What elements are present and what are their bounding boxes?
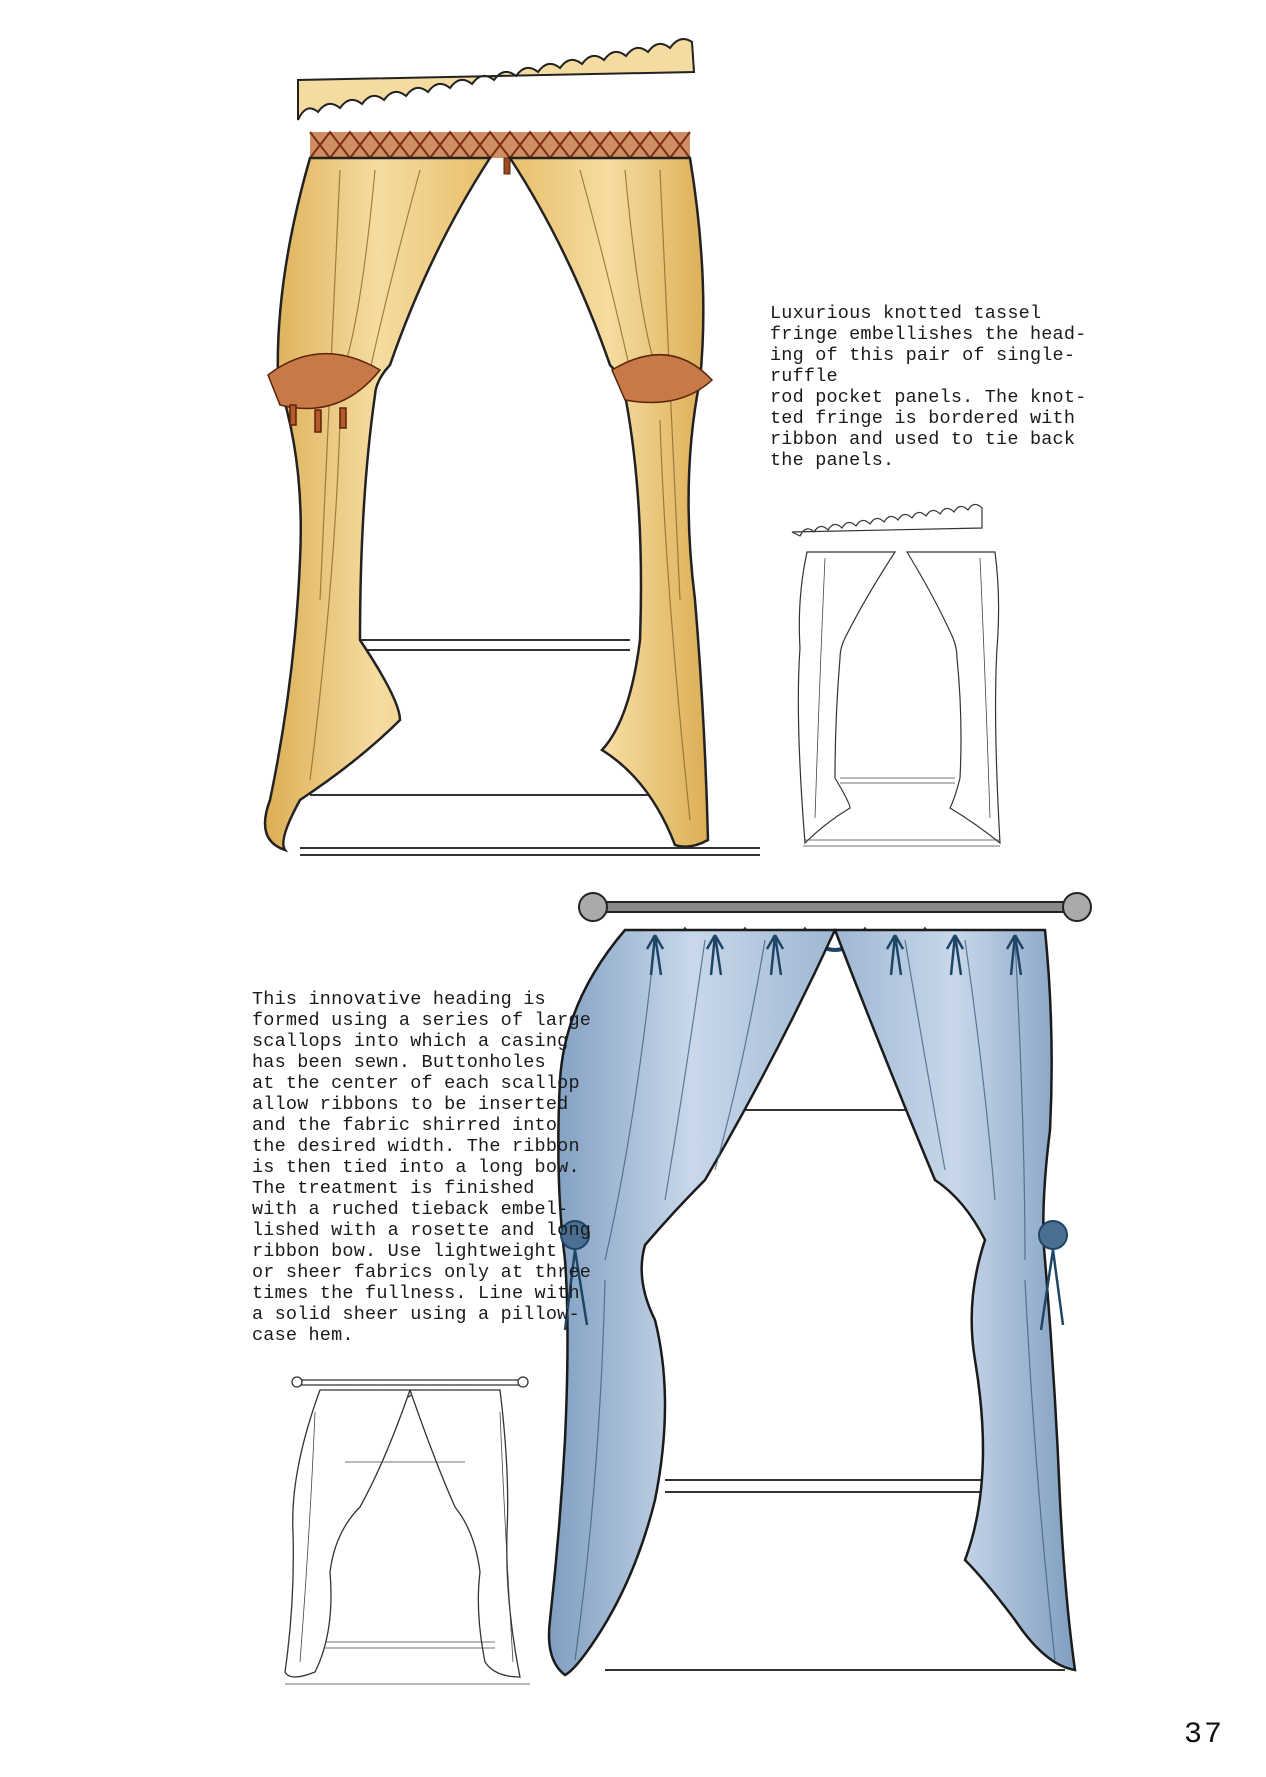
small-outline-curtain-bottom (285, 1372, 540, 1692)
right-blue-panel (835, 930, 1075, 1670)
page-number: 37 (1183, 1718, 1224, 1752)
caption-knotted-tassel: Luxurious knotted tassel fringe embellishes the head- ing of this pair of single- ruffle rod pocket panels. The knot- ted fringe is bordered with ribbon and used to tie back the panels. (770, 302, 1087, 471)
gold-curtain-illustration (280, 80, 760, 860)
right-panel (510, 158, 708, 847)
ruffle-heading (298, 39, 694, 120)
left-panel (265, 158, 490, 850)
caption-scallop-heading: This innovative heading is formed using a series of large scallops into which a casing has been sewn. Buttonholes at the center of each scallop allow ribbons to be inserted and the fabric shirred into the desired width. The ribbon is then tied into a long bow. The treatment is finished with a ruched tieback embel- lished with a rosette and long ribbon bow. Use lightweight or sheer fabrics only at three times the fullness. Line with a solid sheer using a pillow- case hem. (252, 988, 592, 1346)
small-outline-curtain-top (795, 518, 1005, 848)
blue-curtain-illustration (545, 880, 1125, 1680)
curtain-rod (579, 893, 1091, 921)
left-blue-panel (549, 930, 835, 1675)
